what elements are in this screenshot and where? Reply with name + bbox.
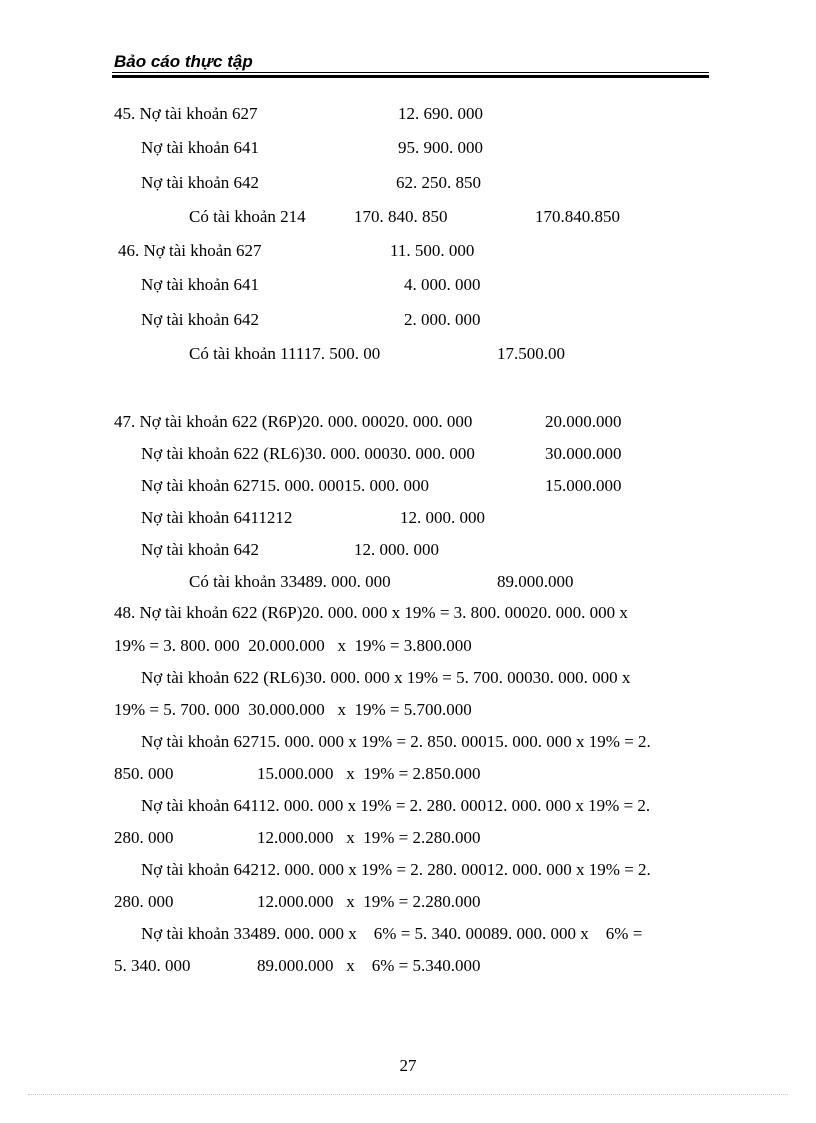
header-title: Bảo cáo thực tập xyxy=(114,52,253,71)
page-number: 27 xyxy=(399,1056,417,1075)
header-rule-thick xyxy=(112,75,709,78)
entry-47-line-1-account: 47. Nợ tài khoản 622 (R6P)20. 000. 00020. 000. 000 xyxy=(114,412,473,431)
entry-48-line-3-cont-a: 850. 000 xyxy=(114,764,174,783)
entry-46-credit-total: 17.500.00 xyxy=(497,344,565,363)
entry-47-credit-total: 89.000.000 xyxy=(497,572,574,591)
entry-48-line-3-cont-b: 15.000.000 x 19% = 2.850.000 xyxy=(257,764,481,783)
entry-48-line-1-cont: 19% = 3. 800. 000 20.000.000 x 19% = 3.800.000 xyxy=(114,636,472,655)
entry-48-line-5-cont-b: 12.000.000 x 19% = 2.280.000 xyxy=(257,892,481,911)
entry-45-line-1-account: 45. Nợ tài khoản 627 xyxy=(114,104,258,123)
entry-45-line-2-account: Nợ tài khoản 641 xyxy=(141,138,260,157)
entry-46-credit-account: Có tài khoản 11117. 500. 00 xyxy=(189,344,381,363)
entry-46-line-2-amount: 4. 000. 000 xyxy=(404,275,481,294)
entry-47-line-5-amount: 12. 000. 000 xyxy=(354,540,439,559)
entry-47-line-5-account: Nợ tài khoản 642 xyxy=(141,540,260,559)
entry-48-line-4-cont-b: 12.000.000 x 19% = 2.280.000 xyxy=(257,828,481,847)
entry-47-line-1-total: 20.000.000 xyxy=(545,412,622,431)
entry-46-line-3-amount: 2. 000. 000 xyxy=(404,310,481,329)
entry-47-line-4-account: Nợ tài khoản 6411212 xyxy=(141,508,293,527)
header-rule-thin xyxy=(112,72,709,73)
entry-48-line-5-cont-a: 280. 000 xyxy=(114,892,174,911)
entry-48-line-2: Nợ tài khoản 622 (RL6)30. 000. 000 x 19% = 5. 700. 00030. 000. 000 x xyxy=(141,668,631,687)
entry-45-line-3-amount: 62. 250. 850 xyxy=(396,173,481,192)
entry-48-line-4: Nợ tài khoản 64112. 000. 000 x 19% = 2. 280. 00012. 000. 000 x 19% = 2. xyxy=(141,796,651,815)
entry-45-credit-total: 170.840.850 xyxy=(535,207,620,226)
entry-47-line-2-account: Nợ tài khoản 622 (RL6)30. 000. 00030. 000. 000 xyxy=(141,444,475,463)
entry-47-line-4-amount: 12. 000. 000 xyxy=(400,508,485,527)
entry-46-line-1-account: 46. Nợ tài khoản 627 xyxy=(118,241,262,260)
entry-48-line-3: Nợ tài khoản 62715. 000. 000 x 19% = 2. 850. 00015. 000. 000 x 19% = 2. xyxy=(141,732,651,751)
entry-45-line-1-amount: 12. 690. 000 xyxy=(398,104,483,123)
entry-48-line-6-cont-b: 89.000.000 x 6% = 5.340.000 xyxy=(257,956,481,975)
entry-46-line-3-account: Nợ tài khoản 642 xyxy=(141,310,260,329)
entry-45-credit-amount: 170. 840. 850 xyxy=(354,207,448,226)
entry-48-line-6-cont-a: 5. 340. 000 xyxy=(114,956,191,975)
entry-48-line-4-cont-a: 280. 000 xyxy=(114,828,174,847)
page-bottom-dotted-border xyxy=(28,1094,788,1096)
entry-48-line-6: Nợ tài khoản 33489. 000. 000 x 6% = 5. 340. 00089. 000. 000 x 6% = xyxy=(141,924,643,943)
entry-45-credit-account: Có tài khoản 214 xyxy=(189,207,306,226)
entry-46-line-1-amount: 11. 500. 000 xyxy=(390,241,475,260)
entry-47-line-3-total: 15.000.000 xyxy=(545,476,622,495)
entry-45-line-2-amount: 95. 900. 000 xyxy=(398,138,483,157)
entry-47-line-2-total: 30.000.000 xyxy=(545,444,622,463)
entry-46-line-2-account: Nợ tài khoản 641 xyxy=(141,275,260,294)
entry-47-line-3-account: Nợ tài khoản 62715. 000. 00015. 000. 000 xyxy=(141,476,430,495)
entry-47-credit-account: Có tài khoản 33489. 000. 000 xyxy=(189,572,391,591)
entry-45-line-3-account: Nợ tài khoản 642 xyxy=(141,173,260,192)
entry-48-line-5: Nợ tài khoản 64212. 000. 000 x 19% = 2. 280. 00012. 000. 000 x 19% = 2. xyxy=(141,860,651,879)
entry-48-line-1: 48. Nợ tài khoản 622 (R6P)20. 000. 000 x 19% = 3. 800. 00020. 000. 000 x xyxy=(114,603,628,622)
entry-48-line-2-cont: 19% = 5. 700. 000 30.000.000 x 19% = 5.700.000 xyxy=(114,700,472,719)
